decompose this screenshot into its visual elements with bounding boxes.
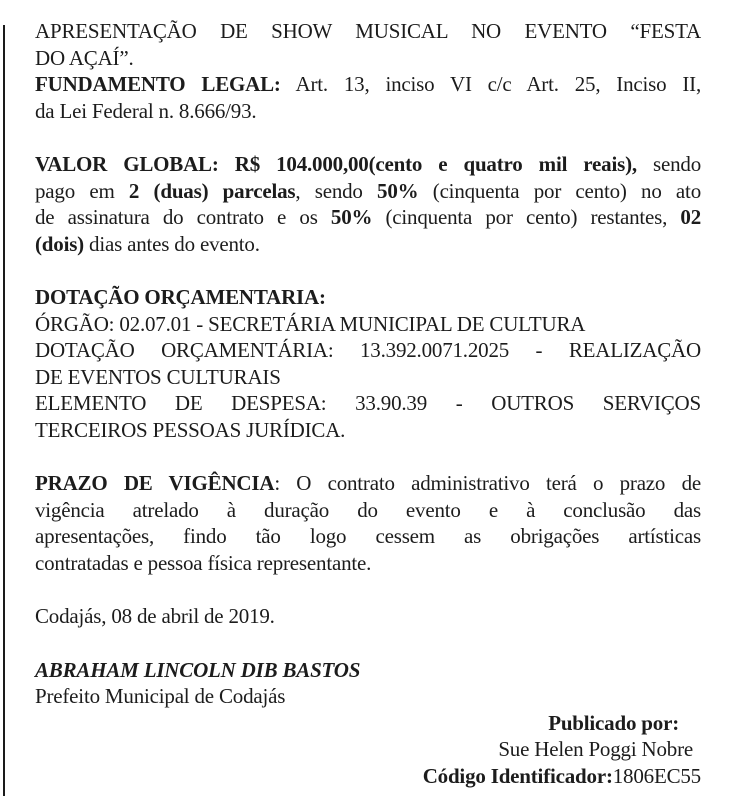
text-run: ÓRGÃO: 02.07.01 - SECRETÁRIA MUNICIPAL DE CULTURA (35, 311, 586, 336)
text-run: APRESENTAÇÃO DE SHOW MUSICAL NO EVENTO “FESTA (35, 19, 701, 43)
text-run: Prefeito Municipal de Codajás (35, 684, 286, 708)
prazo-vigencia-line-4 (35, 550, 701, 577)
text-run: Art. 13, inciso VI c/c Art. 25, Inciso II, (280, 72, 701, 96)
event-presentation-line-1 (35, 18, 701, 45)
published-by-name (35, 736, 701, 763)
text-run: 02 (680, 205, 701, 229)
text-run: 2 (duas) parcelas (128, 178, 296, 203)
prazo-vigencia-line-2 (35, 497, 701, 524)
text-run: de assinatura do contrato e os (35, 205, 331, 229)
text-run: VALOR GLOBAL: R$ 104.000,00(cento e quatro mil reais), (35, 152, 637, 176)
text-run: (cinquenta por cento) restantes, (372, 205, 681, 229)
text-run: : O contrato administrativo terá o prazo de (274, 471, 701, 495)
text-run: (dois) (35, 231, 84, 256)
signature-name (35, 657, 701, 684)
text-run: DOTAÇÃO ORÇAMENTÁRIA: 13.392.0071.2025 - REALIZAÇÃO (35, 338, 701, 362)
date-line (35, 603, 701, 630)
text-run: PRAZO DE VIGÊNCIA (35, 471, 275, 495)
text-run: DOTAÇÃO ORÇAMENTARIA: (35, 285, 326, 309)
text-run: 50% (330, 205, 373, 229)
text-run: vigência atrelado à duração do evento e à conclusão das (35, 497, 701, 522)
orgao-line (35, 311, 701, 338)
text-run: Código Identificador: (422, 763, 613, 788)
text-run: 1806EC55 (612, 763, 701, 788)
text-run: FUNDAMENTO LEGAL: (35, 72, 281, 96)
dotacao-orcamentaria-line-2 (35, 364, 701, 391)
text-run: ELEMENTO DE DESPESA: 33.90.39 - OUTROS SERVIÇOS (35, 391, 701, 415)
text-run: DO AÇAÍ”. (35, 45, 134, 70)
text-run: (cinquenta por cento) no ato (418, 178, 701, 203)
text-run: 50% (377, 178, 419, 203)
fundamento-legal-line-1 (35, 71, 701, 98)
valor-global-line-2 (35, 178, 701, 205)
dotacao-orcamentaria-line-1 (35, 337, 701, 364)
identifier-code-line (35, 763, 701, 790)
text-run: , sendo (295, 178, 378, 203)
event-presentation-line-2 (35, 45, 701, 72)
text-run: pago em (35, 178, 129, 203)
prazo-vigencia-line-3 (35, 523, 701, 550)
elemento-despesa-line-2 (35, 417, 701, 444)
text-run: Sue Helen Poggi Nobre (498, 737, 693, 761)
text-run: apresentações, findo tão logo cessem as obrigações artísticas (35, 524, 701, 548)
text-run: Publicado por: (548, 710, 679, 735)
text-run: da Lei Federal n. 8.666/93. (35, 98, 257, 123)
text-run: dias antes do evento. (83, 231, 260, 256)
text-run: contratadas e pessoa física representante. (35, 550, 372, 575)
text-run: DE EVENTOS CULTURAIS (35, 364, 281, 389)
text-run: sendo (636, 152, 701, 176)
document-body (35, 18, 701, 789)
text-run: Codajás, 08 de abril de 2019. (35, 604, 275, 628)
valor-global-line-3 (35, 204, 701, 231)
signature-title (35, 683, 701, 710)
valor-global-line-4 (35, 231, 701, 258)
prazo-vigencia-line-1 (35, 470, 701, 497)
text-run: ABRAHAM LINCOLN DIB BASTOS (35, 657, 361, 682)
valor-global-line-1 (35, 151, 701, 178)
text-run: TERCEIROS PESSOAS JURÍDICA. (35, 417, 346, 442)
elemento-despesa-line-1 (35, 390, 701, 417)
dotacao-orcamentaria-header (35, 284, 701, 311)
left-border-rule (3, 25, 5, 796)
published-by-label (35, 710, 701, 737)
fundamento-legal-line-2 (35, 98, 701, 125)
